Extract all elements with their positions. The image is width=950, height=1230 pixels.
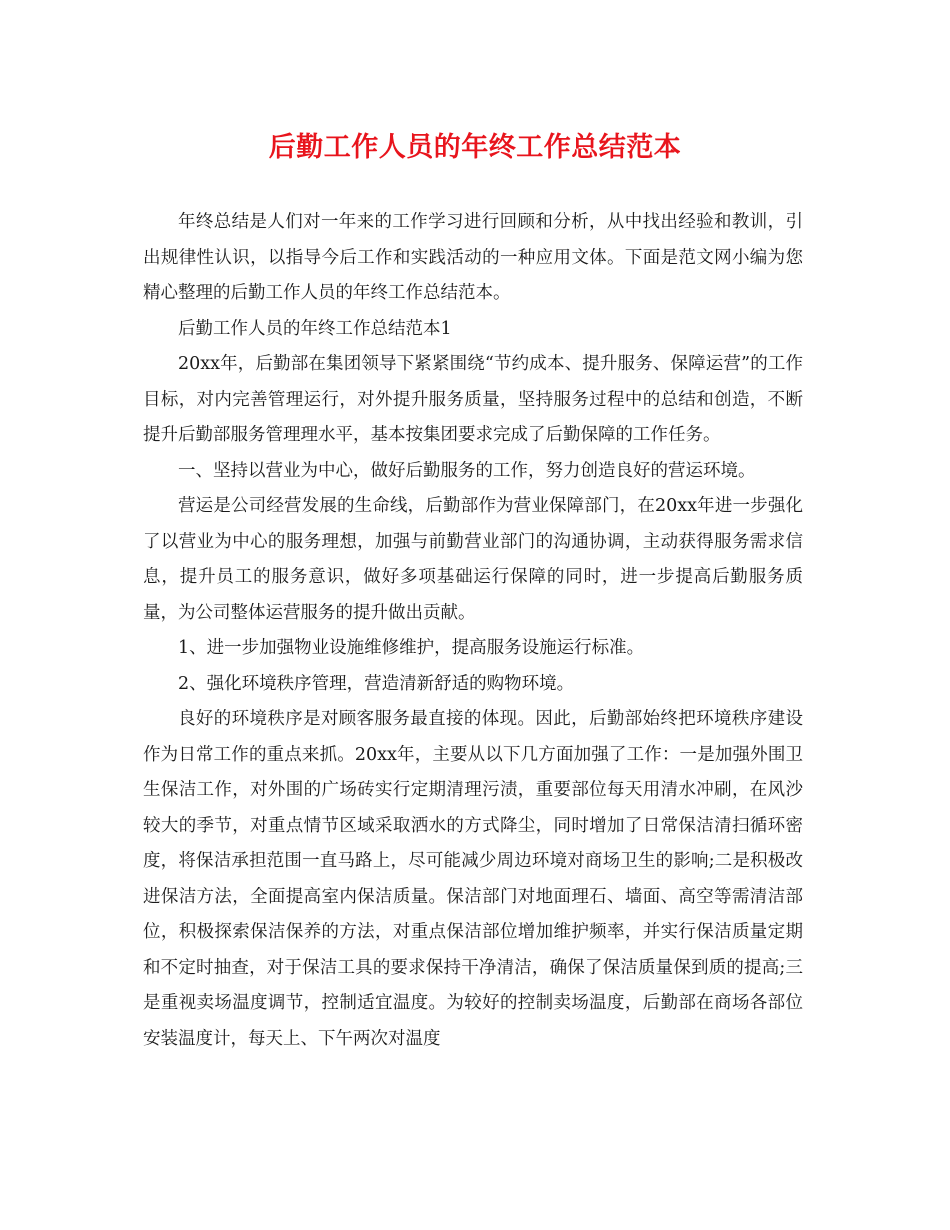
paragraph-point-one: 一、坚持以营业为中心，做好后勤服务的工作，努力创造良好的营运环境。 (178, 460, 756, 481)
paragraph-item-2: 2、强化环境秩序管理，营造清新舒适的购物环境。 (178, 673, 575, 694)
paragraph-section-heading: 后勤工作人员的年终工作总结范本1 (178, 318, 452, 339)
paragraph-item-1: 1、进一步加强物业设施维修维护，提高服务设施运行标准。 (178, 638, 645, 658)
document-body (143, 205, 803, 1057)
paragraph-operations: 营运是公司经营发展的生命线，后勤部作为营业保障部门，在20xx年进一步强化了以营业为中心的服务理想，加强与前勤营业部门的沟通协调，主动获得服务需求信息，提升员工的服务意识，做好多项基础运行保障的同时，进一步提高后勤服务质量，为公司整体运营服务的提升做出贡献。 (143, 496, 803, 623)
paragraph-overview: 20xx年，后勤部在集团领导下紧紧围绕“节约成本、提升服务、保障运营”的工作目标，对内完善管理运行，对外提升服务质量，坚持服务过程中的总结和创造，不断提升后勤部服务管理理水平，基本按集团要求完成了后勤保障的工作任务。 (143, 354, 803, 445)
document-title: 后勤工作人员的年终工作总结范本 (268, 132, 682, 163)
paragraph-intro: 年终总结是人们对一年来的工作学习进行回顾和分析，从中找出经验和教训，引出规律性认识，以指导今后工作和实践活动的一种应用文体。下面是范文网小编为您精心整理的后勤工作人员的年终工作总结范本。 (143, 212, 803, 303)
paragraph-environment: 良好的环境秩序是对顾客服务最直接的体现。因此，后勤部始终把环境秩序建设作为日常工作的重点来抓。20xx年，主要从以下几方面加强了工作：一是加强外围卫生保洁工作，对外围的广场砖实行定期清理污渍，重要部位每天用清水冲刷，在风沙较大的季节，对重点情节区域采取洒水的方式降尘，同时增加了日常保洁清扫循环密度，将保洁承担范围一直马路上，尽可能减少周边环境对商场卫生的影响;二是积极改进保洁方法，全面提高室内保洁质量。保洁部门对地面理石、墙面、高空等需清洁部位，积极探索保洁保养的方法，对重点保洁部位增加维护频率，并实行保洁质量定期和不定时抽查，对于保洁工具的要求保持干净清洁，确保了保洁质量保到质的提高;三是重视卖场温度调节，控制适宜温度。为较好的控制卖场温度，后勤部在商场各部位安装温度计，每天上、下午两次对温度 (143, 709, 803, 1049)
